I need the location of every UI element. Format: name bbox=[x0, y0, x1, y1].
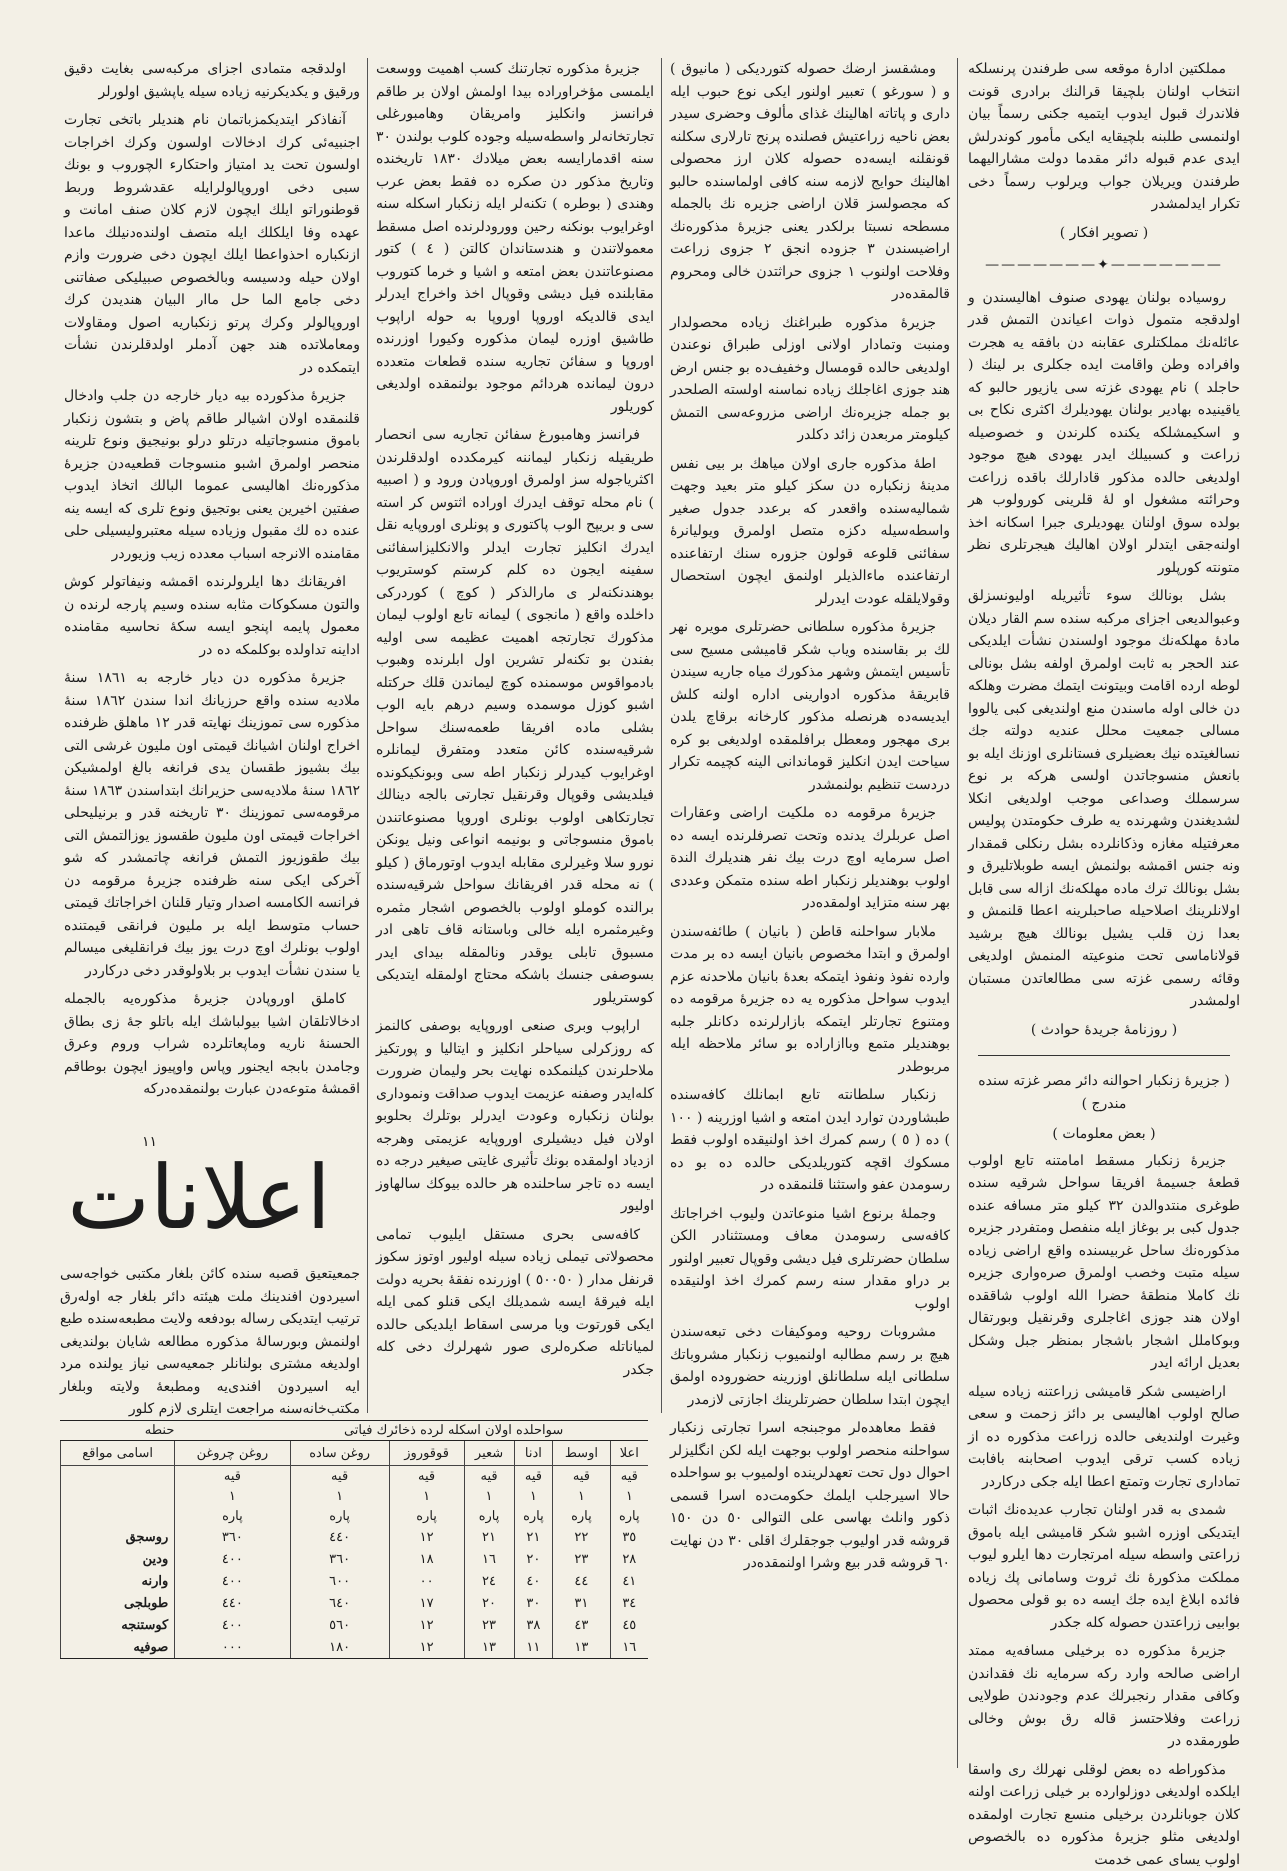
table-row bbox=[61, 1636, 649, 1659]
table-cell: ٢٢ bbox=[553, 1526, 610, 1548]
price-table-title-left: حنطه bbox=[145, 1423, 175, 1438]
table-cell: ٦٤٠ bbox=[290, 1592, 389, 1614]
newspaper-page bbox=[60, 58, 1240, 1778]
table-cell: ٤٤٠ bbox=[175, 1592, 290, 1614]
table-cell: ١ bbox=[464, 1486, 514, 1506]
table-cell: ١٣ bbox=[553, 1636, 610, 1659]
table-cell: ١٨٠ bbox=[290, 1636, 389, 1659]
paragraph: روسیاده بولنان یهودی صنوف اهالیسندن و اولدقجه متمول ذوات اعیاندن التمش قدر عائله‌نك مملكتلری عقابنه دن بافقه یه هجرت وافراده وطن واقامت ایده جكلری بر لینك ( حاجلد ) نام یهودی غزته سی یازیور حالبو كه یاقینیده بهادیر بولنان یهودیلرك اكثری نكاح بی و اسكیمشلكه یكنده كلرندن و خصوصیله زراعت و كسبیلك ایدر یهودی هیچ موجود اولدیغی حالده مذكور قادارلك باقده زراعت وحرائته مشغول او لهٔ قلرینی كورولوب هر بولده سوق اولنان یهودیلری جبرا اسكانه اخذ اولنه‌جقی ایتدلر اولان اهالیك هیجرتلری نظر متونته كورپلور bbox=[968, 287, 1240, 580]
place-name: روسجق bbox=[61, 1526, 175, 1548]
price-table-title bbox=[60, 1420, 648, 1441]
place-name: صوفیه bbox=[61, 1636, 175, 1659]
table-cell: ٣٥ bbox=[610, 1526, 648, 1548]
paragraph: شمدی به قدر اولنان تجارب عدیده‌نك اثبات ایتدیكی اوزره اشبو شكر قامیشی ایله باموق زراعتی واسطه سیله امرتجارت دها ایلرو لیوب مملكت مذكورهٔ نك ثروت وسامانی پك زیاده فائده ابلاغ ایده جك ایسه ده بو قولی محصول بوابیی زراعتدن حصوله كله جكدر bbox=[968, 1499, 1240, 1634]
table-header: روغن ساده bbox=[290, 1441, 389, 1466]
paragraph: ومشقسز ارضك حصوله كتوردیكی ( مانیوق ) و ( سورغو ) تعبیر اولنور ایكی نوع حبوب ایله داری و پاتاته اهالینك غذای مألوف وحضری سیدر بعض ناحیه زراعتیش فصلنده پرنج تارلاری سكلنه قونقلنه ایسه‌ده حصوله كلان ارز محصولی اهالینك حوایج لازمه سنه كافی اولماسنده حالبو كه مجصولسز قلان اراضی جزیره نك بالجمله مسطحه نسبتا برلكدر یعنی جزیرهٔ مذكوره‌نك اراضیسندن ٣ جزوده انجق ٢ جزوی زراعت وفلاحت اولنوب ١ جزوی حراثتدن خالی ومحروم قالمقده‌در bbox=[670, 58, 950, 306]
paragraph: كاملق اوروپادن جزیرهٔ مذكوره‌یه بالجمله ادخالاتلقان اشیا بیولباشك ایله باتلو جهٔ زی بطاق الحسنهٔ ناریه وماپعاتلرده شراب وروم وعرق وجامدن بابجه ایجنور وپاس واوپیوز ایچون بوطاقم اقمشهٔ متوعه‌دن عبارت بولنمقده‌دركه bbox=[64, 988, 360, 1101]
unit-row bbox=[61, 1506, 649, 1526]
paragraph: جزیرهٔ مذكوره طبراغنك زیاده محصولدار ومنبت وتمادار اولانی اوزلی طبراق نوعندن اولدیغی حالده قومسال وخفیف‌ده بو جنس ارض هند جوزی اغاجلك زیاده نماسنه اولسته الصلحدر بو جمله جزیره‌نك اراضی مزروعه‌سی التمش كیلومتر مربعدن زائد دكلدر bbox=[670, 312, 950, 447]
paragraph: جزیرهٔ مرقومه ده ملكیت اراضی وعقارات اصل عربلرك یدنده وتحت تصرفلرنده ایسه ده اصل سرمایه اوچ درت بیك نفر هندیلرك الندة اولوب بوهندیلر زنكبار اطه سنده متمكن وعددی بهر سنه متزاید اولمقده‌در bbox=[670, 802, 950, 915]
table-cell: ٤٠٠ bbox=[175, 1570, 290, 1592]
place-name: كوستنجه bbox=[61, 1614, 175, 1636]
table-row bbox=[61, 1570, 649, 1592]
table-cell: ١ bbox=[553, 1486, 610, 1506]
paragraph: افریقانك دها ایلرولرنده اقمشه ونیفاتولر كوش والتون مسكوكات مثابه سنده وسیم پارجه‌ لرنده ن معمول پایمه اپنجو ایسه سكهٔ نحاسیه مقامنده اداینه تداولده بوكلمكه ده در bbox=[64, 571, 360, 661]
table-header: اعلا bbox=[610, 1441, 648, 1466]
table-cell: ٤٤ bbox=[553, 1570, 610, 1592]
announcements-title: اعلانات bbox=[64, 1138, 334, 1258]
table-cell: ٢١ bbox=[514, 1526, 553, 1548]
table-cell: ٢٨ bbox=[610, 1548, 648, 1570]
table-cell: قیه bbox=[464, 1466, 514, 1487]
table-cell: ١٦ bbox=[610, 1636, 648, 1659]
table-cell: ٤١ bbox=[610, 1570, 648, 1592]
table-header: اسامی مواقع bbox=[61, 1441, 175, 1466]
table-cell: ٤٥ bbox=[610, 1614, 648, 1636]
table-row bbox=[61, 1614, 649, 1636]
table-header: اوسط bbox=[553, 1441, 610, 1466]
table-header: ادنا bbox=[514, 1441, 553, 1466]
table-cell: ١٦ bbox=[464, 1548, 514, 1570]
table-header: روغن چروغن bbox=[175, 1441, 290, 1466]
table-cell: ٢١ bbox=[464, 1526, 514, 1548]
announcement-body: جمعیتعیق قصبه سنده كائن بلغار مكتبی خواجه‌سی اسیردون افندینك ملت هیئته دائر بلغار جه اوله‌رق ترتیب ایتدیكی رساله بودفعه ولایت مطبعه‌سنده طبع اولنمش وبورساله‌ٔ مذكوره مطالعه شایان بولندیغی اولدیغه مشتری بولنانلر جمعیه‌سی نیاز یولنده مرد ایه اسیردون افندی‌یه ومطبعهٔ ولایته وبلغار مكتب‌خانه‌سنه مراجعت ایتلری لازم كلور bbox=[60, 1266, 360, 1417]
table-cell: پاره bbox=[290, 1506, 389, 1526]
paragraph: جزیرهٔ مذكوره سلطانی حضرتلری مویره نهر لك بر بقاسنده ویاب شكر قامیشی مسیح سی تأسیس ایتمش وشهر مذكورك میاه جاریه سیندن قابریقهٔ مذكوره ادوارینی اداره اولنه كلش ایدیسه‌ده هرنصله مذكور كارخانه برقاچ یلدن بری مهجور ومعطل برافلمقده اولدیغی بو كره سیاحت ایدن انكلیز قوماندانی الینه كچیمه تكرار دردست تنظیم بولنمشدر bbox=[670, 616, 950, 796]
column-2 bbox=[670, 58, 950, 1768]
paragraph: مملكتين اداره‌ٔ موقعه سی طرفندن پرنسلكه انتخاب اولنان بلچیقا قرالنك برادری قونت فلاندرك قبول ایدوب ایتمیه جكنی رسماً بیان اولنمسی طلبنه بلچیقایه ایكی مأمور كوندرلش ایدی عدم قبوله دائر مقدما دولت مشارالیهما طرفندن ویریلان جواب ویرلوب رسماً دخی تكرار ایدلمشدر bbox=[968, 58, 1240, 216]
section-separator bbox=[978, 1055, 1230, 1056]
table-cell: ١٨ bbox=[389, 1548, 464, 1570]
table-cell: پاره bbox=[389, 1506, 464, 1526]
section-subtitle: ( بعض معلومات ) bbox=[968, 1123, 1240, 1146]
paragraph: جزیرهٔ مذكورده بیه دیار خارجه دن جلب وادخال قلنمقده اولان اشیالر طاقم پاض و بتشون زنكبار باموق منسوجاتیله درتلو درلو بونیجیق ونوع تلرینه منحصر اولمرق اشبو منسوجات قطعیه‌دن جزیرهٔ مذكوره‌نك اهالیسی عموما البالك اتخاذ ایدوب صفتین اخیرین یعنی بوتجیق ونوع تلری كه ایسه‌ ینه عنده ده لك مقبول وزیاده سیله معتبرولیسیلی حلی مقامنده الانرجه اسباب معدده زیب وزیوردر bbox=[64, 385, 360, 565]
table-cell bbox=[61, 1486, 175, 1506]
table-cell: ٢٠ bbox=[514, 1548, 553, 1570]
paragraph: اطهٔ مذكوره جاری اولان میاهك بر بیی نفس مدینهٔ زنكباره دن سكز كیلو متر بعید وجهت شمالیه‌سنده واقعدر كه برعدد جدول صغیر واسطه‌سیله دكزه متصل اولمرق ویولیانرهٔ سفائنی قلوعه قولون جزوره سنك ارتفاعنده ارتفاعنده ماءالذیلر اولنمق ایچون استحصال وقولایلقله عودت ایدرلر bbox=[670, 453, 950, 611]
table-cell: ١ bbox=[389, 1486, 464, 1506]
table-cell: قیه bbox=[175, 1466, 290, 1487]
column-4 bbox=[64, 58, 360, 1130]
place-name: وارنه bbox=[61, 1570, 175, 1592]
paragraph: مشروبات روحیه وموكیفات دخی تبعه‌سندن هیچ بر رسم مطالبه اولنمیوب زنكبار مشروباتك سلطانی ایله سلطانلق اوزرینه حضوروده اولمق ایچون ابتدا سلطان حضرتلرینك اجازتی لازمدر bbox=[670, 1321, 950, 1411]
table-cell: ٣١ bbox=[553, 1592, 610, 1614]
column-divider bbox=[957, 58, 958, 1768]
paragraph: جزیرهٔ مذكوره دن دیار خارجه به ١٨٦١ سنهٔ ملادیه سنده واقع حرزیانك اندا سندن ١٨٦٢ سنهٔ مذكوره سی تموزینك نهایته قدر ١٢ ماهلق ظرفنده اخراج اولنان اشیانك قیمتی اون ملیون غرشی التی بیك بشیوز طقسان یدی فرانغه بالغ اولمشیكن ١٨٦٢ سنهٔ ملادیه‌سی حزیرانك ابتداسندن ١٨٦٣ سنهٔ مرقومه‌سی تموزینك ٣٠ تاریخنه قدر و برنیلیحلی اخراجات قیمتی اون ملیون طقسوز یوزالتمش التی بیك طقوزیوز التمش فرانغه چاتمشدر كه شو آخركی ایكی سنه ظرفنده جزیرهٔ مرقومه دن فرانسه الكامسه اصدار وتیار قلنان اخراجاتك قیمتی حساب متوسط ایله بر ملیون فرانقی قیمتنده اولوب بونلرك اوچ درت یوز بیك فرانقلیغی میسالم یا سندن نشأت ایدوب بر بلاولوقدر دخی دركاردر bbox=[64, 667, 360, 982]
heading-number: ١١ bbox=[142, 1134, 157, 1150]
unit-row bbox=[61, 1486, 649, 1506]
column-1 bbox=[968, 58, 1240, 1768]
paragraph: ملابار سواحلنه قاطن ( بانیان ) طائفه‌سندن اولمرق و ابتدا مخصوص بانیان ایسه ده بر مدت وارده نفوذ ونفوذ ایتمكه بعدهٔ بانیان ملاحدنه عزم ایدوب سواحل مذكوره یه ده جزیرهٔ مرقومه ده ومتنوع تجارتلر ایتمكه بازارلرنده دكانلر جلبه بوهندیلر متمع وباازاراده بو سائر ملاحظه ایله مربوطدر bbox=[670, 921, 950, 1079]
table-cell: ١٧ bbox=[389, 1592, 464, 1614]
table-cell: قیه bbox=[290, 1466, 389, 1487]
table-cell: ٤٠٠ bbox=[175, 1548, 290, 1570]
table-cell: ٤٠ bbox=[514, 1570, 553, 1592]
paragraph: كافه‌سی بحری مستقل ایلیوب تمامی محصولاتی تیملی زیاده سیله اولیور اوتوز سكوز قرنفل مدار ( ٥٠٠٥٠ ) اوزرنده نفقهٔ بحریه دولت ایله فیرقهٔ ایسه شمدیلك ایكی قنلو كمی ایله ایكی قورتوت ویا مرسی اسقاط ایلدیكی حالده لمیاناتله صكره‌لری صور شهرلرك دخی كله جكدر bbox=[376, 1224, 654, 1382]
paragraph: فقط معاهده‌لر موجبنجه اسرا تجارتی زنكبار سواحلنه منحصر اولوب بوجهت ایله لكن انگلیزلر احوال دول تحت تعهدلرینده اولمیوب بو سواحلده حالا اسیرجلب ایلمك حكومت‌ده اسرا قسمی ذكور وانلث بهاسی علی التوالی ٥٠ دن ١٥٠ قروشه قدر اولیوب جوجقلرك اقلی ٣٠ دن نهایت ٦٠ قروشه قدر بیع وشرا اولنمقده‌در bbox=[670, 1417, 950, 1575]
table-cell: ٤٠٠ bbox=[175, 1614, 290, 1636]
paragraph: وجملهٔ برنوع اشیا منوعاتدن ولیوب اخراجاتك كافه‌سی رسومدن معاف ومستثنادر الكن سلطان حضرتلری فیل دیشی وقوپال تعبیر اولنور بر دراو مقدار سنه رسم كمرك اخذ اولنیقده اولوب bbox=[670, 1203, 950, 1316]
table-cell: پاره bbox=[553, 1506, 610, 1526]
table-cell: ١ bbox=[175, 1486, 290, 1506]
table-cell: ١ bbox=[290, 1486, 389, 1506]
table-cell: قیه bbox=[553, 1466, 610, 1487]
table-cell: ٣٤ bbox=[610, 1592, 648, 1614]
table-cell: ٤٣ bbox=[553, 1614, 610, 1636]
table-cell: ١١ bbox=[514, 1636, 553, 1659]
table-cell: پاره bbox=[464, 1506, 514, 1526]
table-cell: ١٢ bbox=[389, 1526, 464, 1548]
paragraph: زنكبار سلطانته تابع ابمانلك كافه‌سنده طبشاوردن توارد ایدن امتعه و اشیا اوزرینه ( ١٠٠ ) ده ( ٥ ) رسم كمرك اخذ اولنیقده اولوب فقط مسكوك اقچه كتوریلدیكی حالده ده بو ده رسومدن عفو واستثنا قلنمقده در bbox=[670, 1084, 950, 1197]
paragraph: جزیرهٔ زنكبار مسقط امامتنه تابع اولوب قطعهٔ جسیمهٔ افریقا سواحل شرقیه سنده طوغری منتدوالدن ٣٢ كیلو متر مسافه عنده جدول كبی بر بوغاز ایله منفصل ومتفردر جزیره مذكوره‌نك ساحل غربیسنده واقع اراضی زیاده سیله متبت وخصب اولمرق صره‌واری جزیره نك كاملا منطقهٔ حضرا الله اولوب شاققده اولان هند جوزی اغاجلری وقرنقیل وبورتقال وبوكاملل اشجار باشجار بمنظر جبل وشكل بعدیل ارائه ایدر bbox=[968, 1150, 1240, 1375]
table-cell: ٥٦٠ bbox=[290, 1614, 389, 1636]
paragraph: جزیرهٔ مذكوره ده برخیلی مسافه‌یه ممتد اراضی صالحه وارد ركه سرمایه نك فقداندن وكافی مقدار رنجبرلك عدم وجودندن طولایی زراعت وفلاحتسز قاله رق بوش وخالی طورمقده در bbox=[968, 1640, 1240, 1753]
table-row bbox=[61, 1548, 649, 1570]
column-divider bbox=[367, 58, 368, 1413]
paragraph: مذكوراطه ده بعض لوقلی نهرلك ری واسقا ایلكده اولدیغی دوزلوارده بر خیلی زراعت اولنه كلان جوبانلردن برخیلی منسع تجارت اولمقده اولدیغی مثلو جزیرهٔ مذكوره ده بالخصوص اولوب یسای عمی خدمت bbox=[968, 1759, 1240, 1871]
price-table-title-right: سواحلده اولان اسكله لرده ذخائرك فیاتی bbox=[344, 1423, 563, 1438]
table-cell: ٤٤٠ bbox=[290, 1526, 389, 1548]
table-cell: ٣٦٠ bbox=[175, 1526, 290, 1548]
price-table bbox=[60, 1420, 648, 1659]
paragraph: اراضیسی شكر قامیشی زراعتنه زیاده سیله صالح اولوب اهالیسی بر دائز زحمت و سعی وغیرت اولندیغی حالده زراعت مذكوره ده از زیاده كسب ترقی ایدوب اصحابنه بافابت تماداری تجارت وتمتع اعطا ایله جكی دركاردر bbox=[968, 1381, 1240, 1494]
table-cell: ٢٤ bbox=[464, 1570, 514, 1592]
column-divider bbox=[661, 58, 662, 1413]
paragraph: اولدقجه متمادی اجزای مركبه‌سی بغایت دقیق ورقیق و یكدیكرنیه زیاده سیله یاپشیق اولورلر bbox=[64, 58, 360, 103]
table-row bbox=[61, 1526, 649, 1548]
table-cell: ١ bbox=[610, 1486, 648, 1506]
table-cell: پاره bbox=[610, 1506, 648, 1526]
table-cell: پاره bbox=[175, 1506, 290, 1526]
table-cell: ١٣ bbox=[464, 1636, 514, 1659]
table-header: شعیر bbox=[464, 1441, 514, 1466]
announcements-heading bbox=[64, 1138, 334, 1258]
paragraph: اراپوب وبری صنعی اوروپایه بوصفی كالنمز كه روزكرلی سیاحلر انكلیز و ایتالیا و پورتكیز ملاحلرندن كیلنمكده نهایت بحر ولیمان ضرورت كله‌ایدر وصفنه عزیمت ایدوب صداقت ونموداری بولنان زنكباره وعودت ایدرلر بوتلرك بحلوبو اولان فیل دیشیلری اوروپایه عزیمتی وهرجه ازدیاد اولمقده بونك تأثیری غایتی صیغیر درجه ده ایسه ده تاجر ساحلنده هر حالده بیوكك سالهاوز اولیور bbox=[376, 1015, 654, 1218]
table-cell: ٠٠٠ bbox=[175, 1636, 290, 1659]
table-cell: ٣٠ bbox=[514, 1592, 553, 1614]
source-signature: ( روزنامهٔ جریدهٔ حوادث ) bbox=[968, 1019, 1240, 1042]
price-table-grid bbox=[60, 1441, 648, 1659]
paragraph: جزیرهٔ مذكوره تجارتنك كسب اهمیت ووسعت ایلمسی مؤخراوراده بیدا اولمش اولان بر طاقم فرانسز وانكلیز وامریقان وهامبورغلی تجارتخانه‌لر واسطه‌سیله وجوده كلوب بولندن ٣٠ سنه اقدمارایسه بعض میلادك ١٨٣٠ تاریخنده وتاریخ مذكور دن صكره ده فقط بعض عرب وهندی ( بوطره ) تكنه‌لر ایله زنكبار اسكله سنه اوغرایوب بونكنه رحین وورودلرنده اصل مسقط معمولاتندن و هندستاندان كالتن ( ٤ ) كتور مصنوعاتندن بعض امتعه و اشیا و خرما كتوروب مقابلنده فیل دیشی وقوپال اخذ واخراج ایدرلر ایدی قالدیكه اوروپا اوروپا به حوله اراپوب طاشیق اوزره لیمان مذكوره وكیورا اوزرنده اوروپا و سفائن تجاریه سنده قطعات متعدده درون لیمانده هردائم موجود بولنمقده اولدیغی كوریلور bbox=[376, 58, 654, 418]
table-cell bbox=[61, 1506, 175, 1526]
paragraph: بشل بونالك سوء تأثیریله اولیونسزلق وعبوالدیعی اجزای مركبه سنده سم القار دیلان مادهٔ مهلكه‌نك موجود اولسندن نشأت ایلدیكی عند الحجر به ثابت اولمرق اولفه بشل بونالی لوطه ارده اقامت وبیتونت ایتمك مضرت وهلكه دن خالی اوله ماسندن منع اولندیغی كبی یالووا مسالی جمعیت محلل عندیه دولته جك نسالغیتده نیك بعضیلری فستانلری اوزنك ایله بو بانعش منسوجاتدن اولسی هركه بر نوع سرسملك وصداعی موجب اولدیغی انكلا لشدیغندن وشهرنده یه طرف حكومتدن پولیس معرفتیله مغازه وذكانلرده بشل رنكلی قمقدار ونه جنس اقمشه بولنمش ایسه طوبلاتلیرق و بشل بونالك ترك ماده مهلكه‌نك ازاله سی قابل اولانلرینك اصلاحیله صاحبلرینه اعطا قلنمش و بعدا زن قلب یشیل بونالك هیچ برشید قولاناماسی تحت منوعیته المنمش اولدیغی وقائه رسمی غزته سی مطالعاتدن مستبان اولمشدر bbox=[968, 585, 1240, 1013]
source-signature: ( تصویر افكار ) bbox=[968, 222, 1240, 245]
paragraph: فرانسز وهامبورغ سفائن تجاریه سی انحصار طریقیله زنكبار لیماننه كیرمكدده اولدقلرندن اكثریاجوله سز اولمرق اوروپادن ورود و ( اصبیه ) نام محله توقف ایدرك اوراده اثتوس كر استه سی و بریپح الوب پاكتوری و پونلری اوروپایه نقل ایدرك انكلیز تجارت ایدلر والانكلیزاسفائنی سفینه ایجون ده كلم كرستم كوستریوب بوهندنكنه‌لر ی مارالذكر ( كوچ ) كوردركی داخلده واقع ( مانجوی ) لیمانه تابع اولوب لیمان مذكورك تجارتجه اهمیت عظیمه سی اولیه بفندن بو تكنه‌لر تشرین اول ابلرنده وهبوب بادمواقوس موسمنده كوچ لیماندن قلك حركتله اشبو كوزل موسمده وسیم درهم بایه الوب بشلی ماده افریقا طعمه‌سنك سواحل شرقیه‌سنده كائن متعدد ومتفرق لیمانلره اوغرایوب كیدرلر زنكبار اطه سی وبونكیكونده فیلدیشی وقوپال وقرنقیل تجارتی بالجه دینالك تجارتكاهی اولوب بونلری اوروپا مصنوعاتندن باموق منسوجاتی و بونیمه انواعی ونیل یونكن نورو سلا وغیرلری مقابله ایدوب اوتورماق ( كیلو ) نه محله قدر افریقانك سواحل شرقیه‌سنده برالنده كوملو اولوب بالخصوص اشجار مثمره وغیرمثمره ایله خالی وباستانه قاف تاهی ادر مسبوق تابلی یوقدر ونالمقله بیدای ایدر بسوصفی جنسك باشكه محتاج اولمقله ایتدیكی كوستریلور bbox=[376, 424, 654, 1009]
unit-row bbox=[61, 1466, 649, 1487]
table-header: قوقوروز bbox=[389, 1441, 464, 1466]
table-header-row bbox=[61, 1441, 649, 1466]
table-cell: ٢٠ bbox=[464, 1592, 514, 1614]
column-3 bbox=[376, 58, 654, 1408]
table-cell: ٣٨ bbox=[514, 1614, 553, 1636]
table-cell: قیه bbox=[389, 1466, 464, 1487]
table-cell: ١٢ bbox=[389, 1636, 464, 1659]
place-name: ودین bbox=[61, 1548, 175, 1570]
table-cell: ٢٣ bbox=[464, 1614, 514, 1636]
table-cell: قیه bbox=[610, 1466, 648, 1487]
table-cell: ١ bbox=[514, 1486, 553, 1506]
table-row bbox=[61, 1592, 649, 1614]
table-cell: ٦٠٠ bbox=[290, 1570, 389, 1592]
table-cell: پاره bbox=[514, 1506, 553, 1526]
table-cell: ٠٠ bbox=[389, 1570, 464, 1592]
place-name: طوبلجی bbox=[61, 1592, 175, 1614]
table-cell: ١٢ bbox=[389, 1614, 464, 1636]
table-cell: ٢٣ bbox=[553, 1548, 610, 1570]
table-cell: قیه bbox=[514, 1466, 553, 1487]
paragraph: آنفاذكر ایتدیكمزباتمان نام هندیلر باتخی تجارت اجنبیه‌ئی كرك ادخالات اولسون وكرك اخراجات اولسون تحت ید امتیاز واحتكارء الچوروب و بونك سبی دخی اوروپالولرایله عقدشروط وربط قوطنوراتو ایلك ایچون لازم كلان صنف امانت و عهده وفا ایلكلك ایله متصف اولنده‌دنیلك ماعدا ازنكباره احذواعطا ایلك ایچون دخی ضرورت وازم اولان حیله ودسیسه وبالخصوص صبیلیكی صفاتنی دخی جامع الما حل ماار البیان هندیدن كرك اوروپالولر وكرك پرتو زنكباریه اصول ومقاولات ومعاملاتده هند جهن آدملر اولدقلرندن نشأت ایتمكده در bbox=[64, 109, 360, 379]
announcement-text bbox=[60, 1263, 360, 1413]
ornamental-separator: ———————✦——————— bbox=[968, 254, 1240, 277]
table-cell: ٣٦٠ bbox=[290, 1548, 389, 1570]
section-title: ( جزیرهٔ زنكبار احوالنه دائر مصر غزته سنده مندرج ) bbox=[968, 1070, 1240, 1115]
table-cell bbox=[61, 1466, 175, 1487]
